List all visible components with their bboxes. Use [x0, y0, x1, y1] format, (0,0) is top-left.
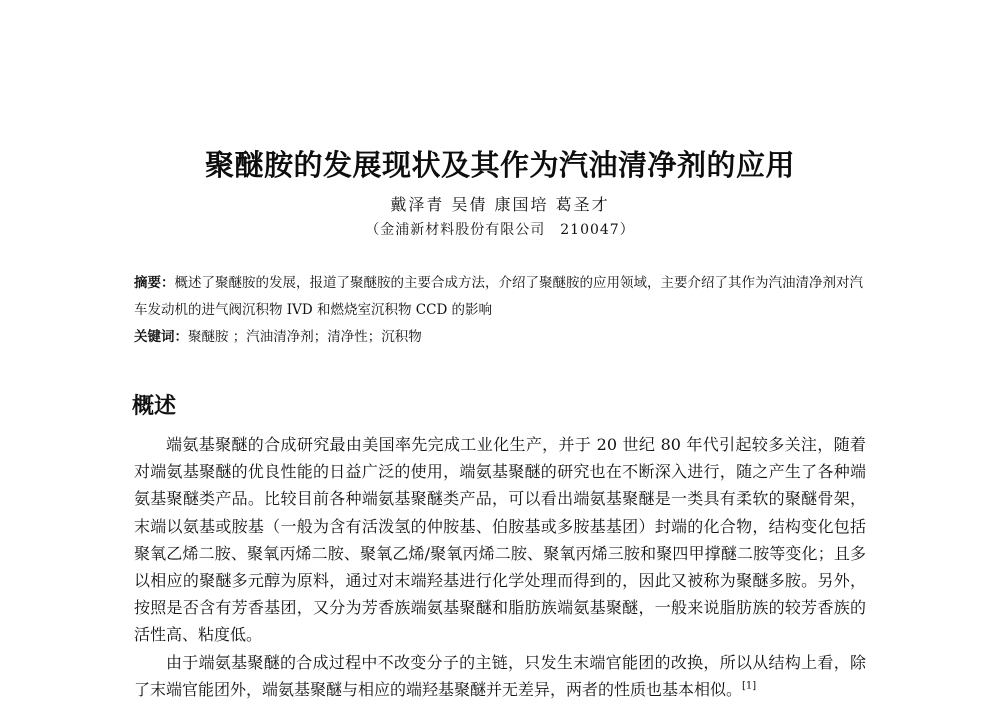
body-paragraph-2-text: 由于端氨基聚醚的合成过程中不改变分子的主链，只发生末端官能团的改换，所以从结构上看，除了末端官能团外，端氨基聚醚与相应的端羟基聚醚并无差异，两者的性质也基本相似。: [134, 652, 866, 699]
author-list: 戴泽青 吴倩 康国培 葛圣才: [390, 195, 610, 214]
abstract-block: [134, 270, 864, 324]
section-body: [134, 431, 866, 703]
citation-ref: [1]: [742, 680, 757, 692]
keywords-label: 关键词：: [134, 329, 188, 345]
keywords-block: [134, 325, 864, 349]
abstract-label: 摘要：: [134, 275, 175, 291]
paper-title: 聚醚胺的发展现状及其作为汽油清净剂的应用: [204, 148, 795, 182]
body-paragraph-1: 端氨基聚醚的合成研究最由美国率先完成工业化生产，并于 20 世纪 80 年代引起较多关注，随着对端氨基聚醚的优良性能的日益广泛的使用，端氨基聚醚的研究也在不断深入进行，随之产生了各种端氨基聚醚类产品。比较目前各种端氨基聚醚类产品，可以看出端氨基聚醚是一类具有柔软的聚醚骨架，末端以氨基或胺基（一般为含有活泼氢的仲胺基、伯胺基或多胺基基团）封端的化合物，结构变化包括聚氧乙烯二胺、聚氧丙烯二胺、聚氧乙烯/聚氧丙烯二胺、聚氧丙烯三胺和聚四甲撑醚二胺等变化；且多以相应的聚醚多元醇为原料，通过对末端羟基进行化学处理而得到的，因此又被称为聚醚多胺。另外，按照是否含有芳香基团，又分为芳香族端氨基聚醚和脂肪族端氨基聚醚，一般来说脂肪族的较芳香族的活性高、粘度低。: [134, 435, 866, 645]
abstract-text: 概述了聚醚胺的发展，报道了聚醚胺的主要合成方法，介绍了聚醚胺的应用领域，主要介绍了其作为汽油清净剂对汽车发动机的进气阀沉积物 IVD 和燃烧室沉积物 CCD 的影响: [134, 275, 863, 318]
keywords-text: 聚醚胺 ；汽油清净剂；清净性；沉积物: [188, 329, 422, 345]
section-heading: 概述: [132, 394, 177, 419]
body-paragraph-2: [134, 649, 866, 703]
author-affiliation: （金浦新材料股份有限公司 210047）: [365, 222, 635, 238]
